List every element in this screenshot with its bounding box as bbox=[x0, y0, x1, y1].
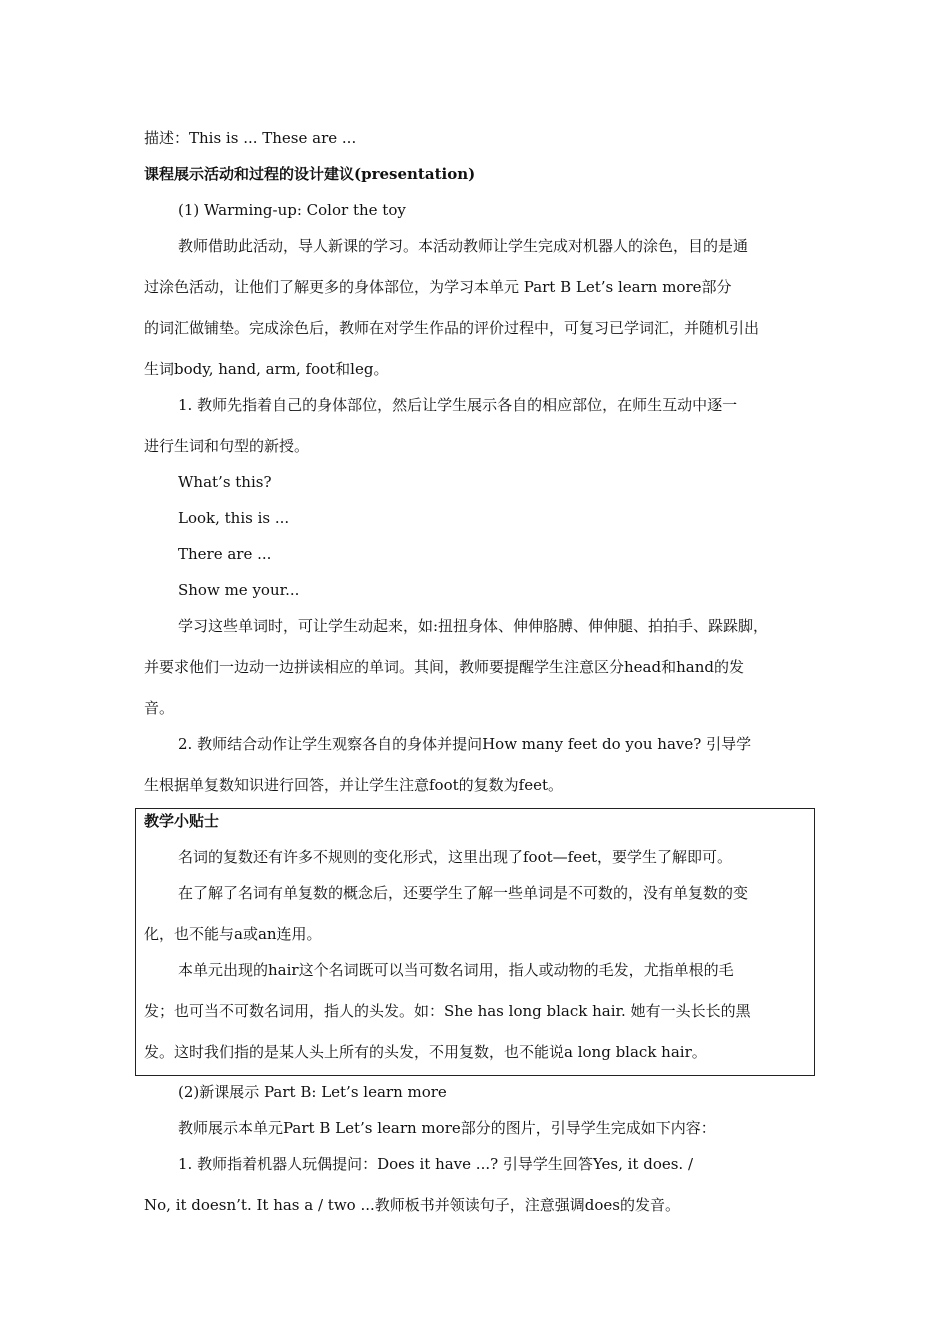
paragraph-line: 过涂色活动，让他们了解更多的身体部位，为学习本单元 Part B Let’s learn more部分 bbox=[144, 278, 732, 296]
teaching-tip-title: 教学小贴士 bbox=[144, 812, 220, 830]
example-sentence: What’s this? bbox=[178, 473, 272, 491]
paragraph-line: 生词body, hand, arm, foot和leg。 bbox=[144, 360, 389, 378]
example-sentence: Show me your... bbox=[178, 581, 300, 599]
example-sentence: Look, this is ... bbox=[178, 509, 290, 527]
example-sentence: There are ... bbox=[178, 545, 272, 563]
paragraph-line: 1. 教师先指着自己的身体部位，然后让学生展示各自的相应部位，在师生互动中逐一 bbox=[178, 396, 738, 414]
new-lesson-heading: (2)新课展示 Part B: Let’s learn more bbox=[178, 1083, 447, 1101]
teaching-tip-line: 在了解了名词有单复数的概念后，还要学生了解一些单词是不可数的，没有单复数的变 bbox=[178, 884, 749, 902]
warming-up-heading: (1) Warming-up: Color the toy bbox=[178, 201, 406, 219]
paragraph-line: 教师展示本单元Part B Let’s learn more部分的图片，引导学生完成如下内容： bbox=[178, 1119, 716, 1137]
paragraph-line: 进行生词和句型的新授。 bbox=[144, 437, 310, 455]
section-heading: 课程展示活动和过程的设计建议(presentation) bbox=[144, 165, 476, 183]
teaching-tip-line: 发。这时我们指的是某人头上所有的头发，不用复数，也不能说a long black hair。 bbox=[144, 1043, 707, 1061]
paragraph-line: 2. 教师结合动作让学生观察各自的身体并提问How many feet do you have? 引导学 bbox=[178, 735, 752, 753]
paragraph-line: No, it doesn’t. It has a / two ...教师板书并领读句子，注意强调does的发音。 bbox=[144, 1196, 680, 1214]
paragraph-line: 1. 教师指着机器人玩偶提问：Does it have ...? 引导学生回答Yes, it does. / bbox=[178, 1155, 694, 1173]
teaching-tip-line: 名词的复数还有许多不规则的变化形式，这里出现了foot—feet，要学生了解即可。 bbox=[178, 848, 732, 866]
paragraph-line: 生根据单复数知识进行回答，并让学生注意foot的复数为feet。 bbox=[144, 776, 563, 794]
paragraph-line: 学习这些单词时，可让学生动起来，如:扭扭身体、伸伸胳膊、伸伸腿、拍拍手、跺跺脚， bbox=[178, 617, 769, 635]
paragraph-line: 并要求他们一边动一边拼读相应的单词。其间，教师要提醒学生注意区分head和hand的发 bbox=[144, 658, 744, 676]
description-line: 描述：This is ... These are ... bbox=[144, 129, 357, 147]
paragraph-line: 的词汇做铺垫。完成涂色后，教师在对学生作品的评价过程中，可复习已学词汇，并随机引出 bbox=[144, 319, 760, 337]
teaching-tip-line: 发；也可当不可数名词用，指人的头发。如：She has long black hair. 她有一头长长的黑 bbox=[144, 1002, 751, 1020]
teaching-tip-line: 本单元出现的hair这个名词既可以当可数名词用，指人或动物的毛发，尤指单根的毛 bbox=[178, 961, 734, 979]
paragraph-line: 音。 bbox=[144, 699, 175, 717]
teaching-tip-line: 化，也不能与a或an连用。 bbox=[144, 925, 322, 943]
paragraph-line: 教师借助此活动，导人新课的学习。本活动教师让学生完成对机器人的涂色，目的是通 bbox=[178, 237, 749, 255]
